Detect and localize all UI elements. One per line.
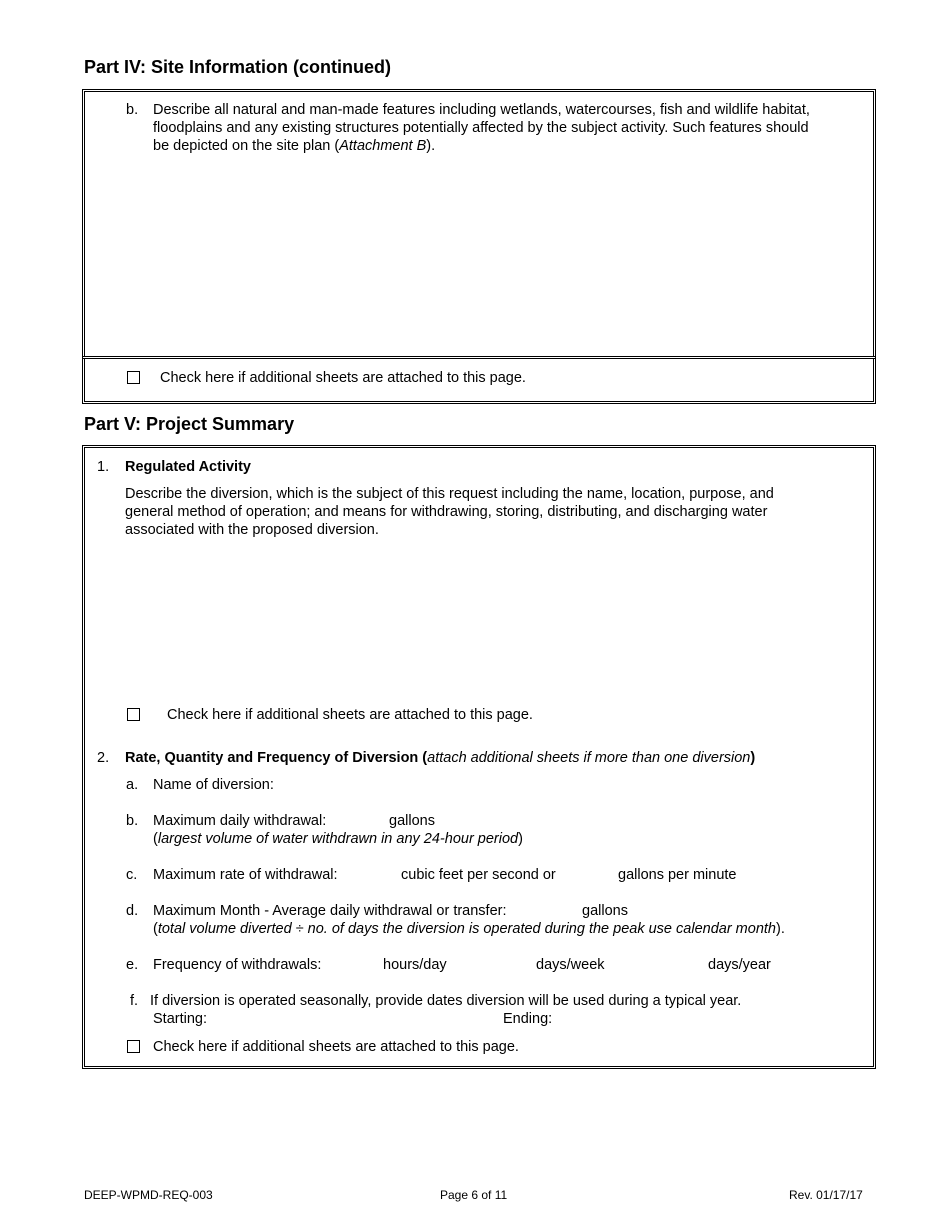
days-per-week-unit: days/week — [536, 957, 605, 973]
frequency-label: Frequency of withdrawals: — [153, 957, 322, 973]
item1-line1: Describe the diversion, which is the subject of this request including the name, location, purpose, and — [125, 486, 774, 502]
max-daily-withdrawal-note — [153, 831, 523, 847]
d-letter: d. — [126, 903, 139, 919]
item1-line2: general method of operation; and means for withdrawing, storing, distributing, and discharging water — [125, 504, 768, 520]
hours-per-day-unit: hours/day — [383, 957, 447, 973]
b-note-text: largest volume of water withdrawn in any 24-hour period — [157, 831, 519, 847]
item2-additional-sheets-checkbox[interactable] — [127, 1040, 140, 1053]
part4-check-label: Check here if additional sheets are attached to this page. — [160, 370, 526, 386]
f-letter: f. — [130, 993, 139, 1009]
item2-number: 2. — [97, 750, 110, 766]
gpm-unit: gallons per minute — [618, 867, 737, 883]
part4-additional-sheets-checkbox[interactable] — [127, 371, 140, 384]
days-per-week-field[interactable] — [485, 955, 533, 975]
item2-title — [125, 750, 755, 766]
gpm-field[interactable] — [570, 865, 614, 885]
starting-label: Starting: — [153, 1011, 207, 1027]
d-note-close: ). — [775, 921, 785, 937]
part4-title: Part IV: Site Information (continued) — [84, 57, 392, 77]
item2-title-close: ) — [750, 750, 756, 766]
item1-line3: associated with the proposed diversion. — [125, 522, 379, 538]
item-b-line3-close: ). — [426, 138, 436, 154]
attachment-b-ref: Attachment B — [339, 138, 427, 154]
name-of-diversion-label: Name of diversion: — [153, 777, 274, 793]
max-daily-withdrawal-unit: gallons — [389, 813, 435, 829]
ending-date-field[interactable] — [560, 1009, 860, 1029]
item-b-line3 — [153, 138, 435, 154]
d-note-open: ( — [153, 921, 158, 937]
cfs-unit: cubic feet per second or — [401, 867, 556, 883]
a-letter: a. — [126, 777, 139, 793]
starting-date-field[interactable] — [215, 1009, 495, 1029]
max-daily-withdrawal-label: Maximum daily withdrawal: — [153, 813, 327, 829]
max-daily-withdrawal-field[interactable] — [340, 811, 384, 831]
max-month-average-field[interactable] — [535, 901, 579, 921]
max-month-average-unit: gallons — [582, 903, 628, 919]
item1-check-label: Check here if additional sheets are attached to this page. — [167, 707, 533, 723]
footer-form-id: DEEP-WPMD-REQ-003 — [84, 1188, 213, 1202]
item1-title: Regulated Activity — [125, 459, 251, 475]
seasonal-label: If diversion is operated seasonally, provide dates diversion will be used during a typical year. — [150, 993, 742, 1009]
name-of-diversion-field[interactable] — [290, 775, 860, 795]
max-rate-withdrawal-label: Maximum rate of withdrawal: — [153, 867, 338, 883]
item2-title-text: Rate, Quantity and Frequency of Diversion ( — [125, 750, 428, 766]
footer-page-number: Page 6 of 11 — [440, 1188, 508, 1202]
e-letter: e. — [126, 957, 139, 973]
item1-number: 1. — [97, 459, 110, 475]
d-note-text: total volume diverted ÷ no. of days the diversion is operated during the peak use calendar month — [157, 921, 776, 937]
b-letter: b. — [126, 813, 139, 829]
max-month-average-note — [153, 921, 785, 937]
b-note-close: ) — [518, 831, 523, 847]
item-b-line1: Describe all natural and man-made features including wetlands, watercourses, fish and wildlife habitat, — [153, 102, 810, 118]
item1-description-field[interactable] — [125, 545, 865, 695]
item-b-line3-text: be depicted on the site plan ( — [153, 138, 340, 154]
ending-label: Ending: — [503, 1011, 553, 1027]
item1-additional-sheets-checkbox[interactable] — [127, 708, 140, 721]
item-b-line2: floodplains and any existing structures potentially affected by the subject activity. Such features should — [153, 120, 809, 136]
b-note-open: ( — [153, 831, 158, 847]
item2-title-note: attach additional sheets if more than one diversion — [427, 750, 751, 766]
part5-title: Part V: Project Summary — [84, 414, 295, 434]
footer-revision: Rev. 01/17/17 — [789, 1188, 863, 1202]
days-per-year-unit: days/year — [708, 957, 771, 973]
max-month-average-label: Maximum Month - Average daily withdrawal or transfer: — [153, 903, 507, 919]
item2-check-label: Check here if additional sheets are attached to this page. — [153, 1039, 519, 1055]
item-b-letter: b. — [126, 102, 139, 118]
c-letter: c. — [126, 867, 138, 883]
days-per-year-field[interactable] — [655, 955, 705, 975]
cfs-field[interactable] — [354, 865, 398, 885]
hours-per-day-field[interactable] — [336, 955, 380, 975]
